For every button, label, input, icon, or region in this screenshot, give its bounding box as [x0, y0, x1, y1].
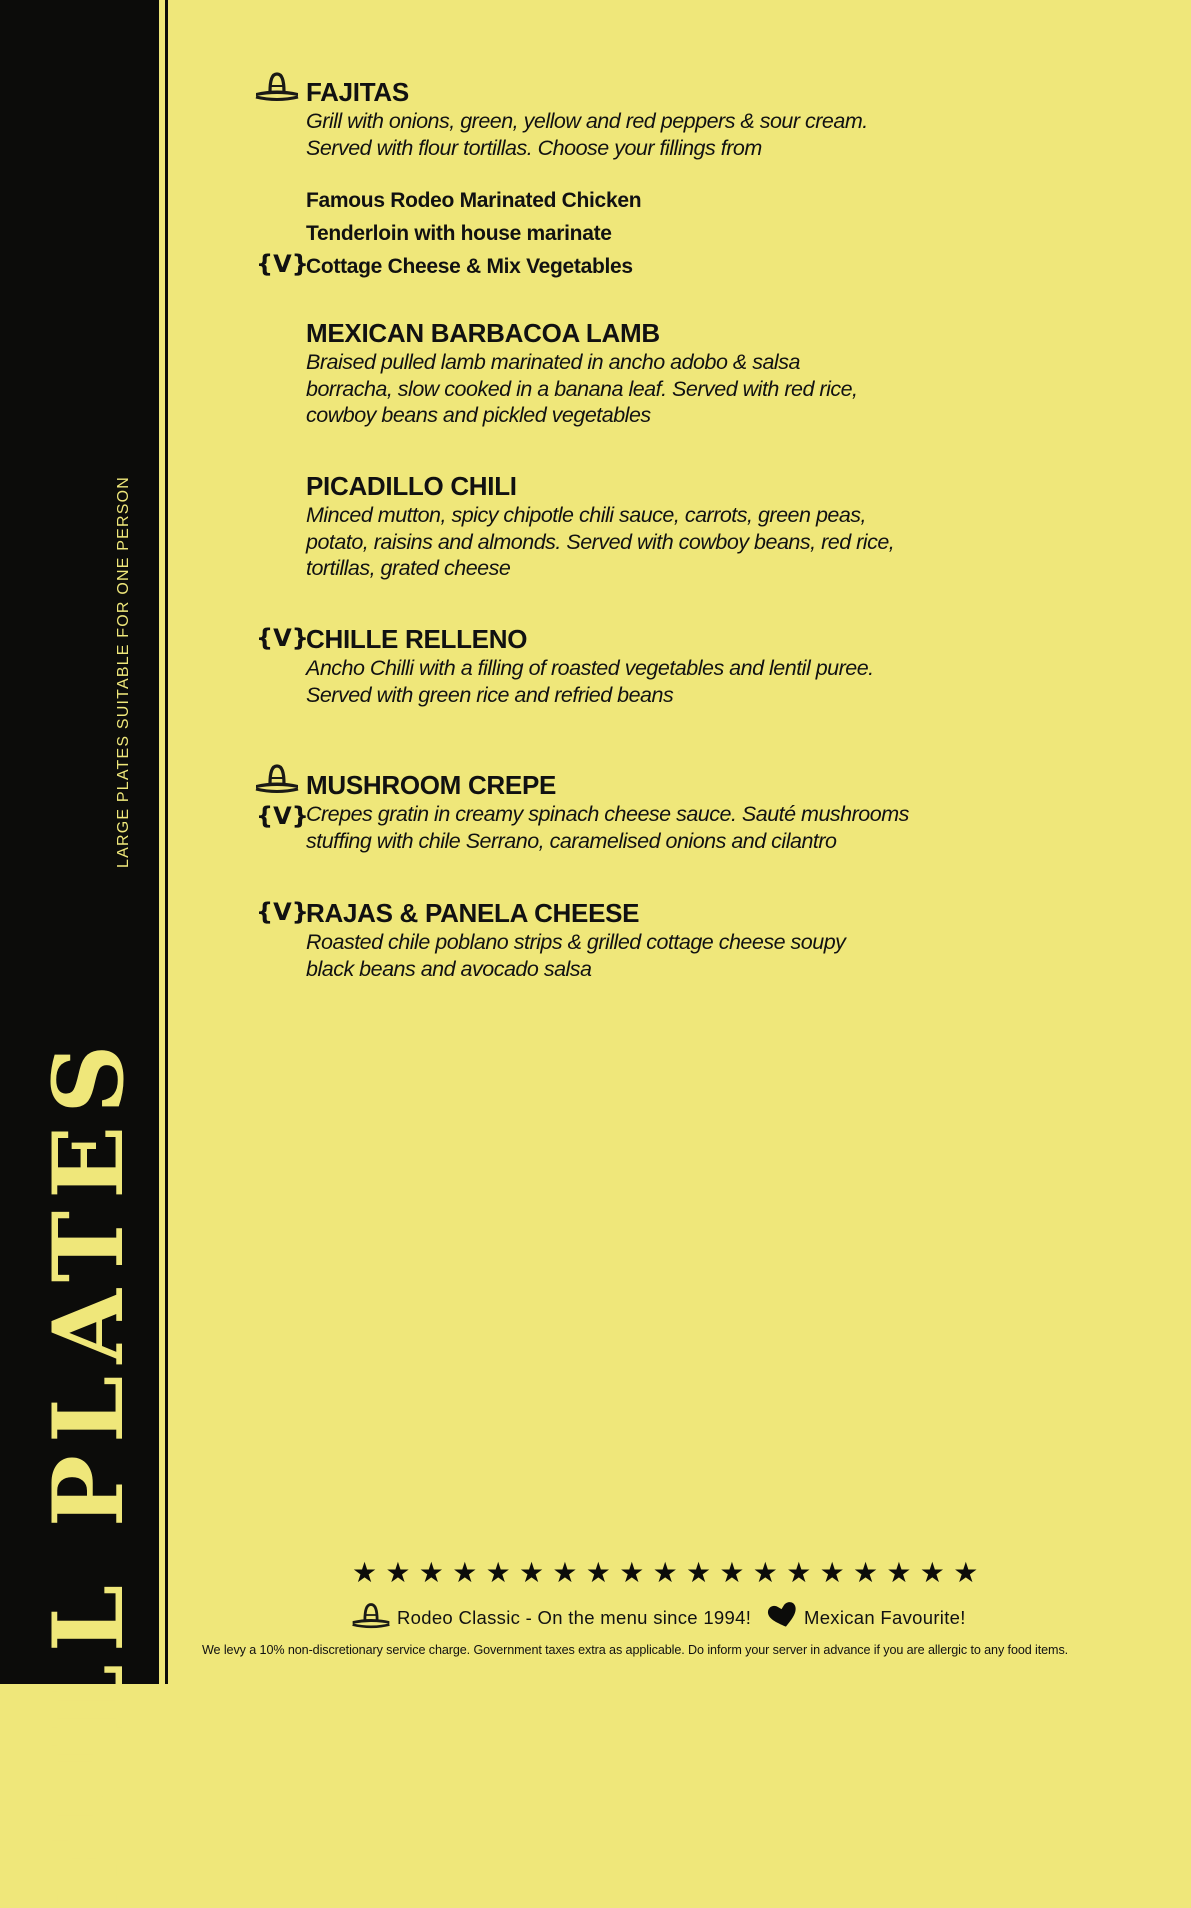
filling-option: Famous Rodeo Marinated Chicken: [306, 189, 642, 212]
star-icon: ★: [919, 1557, 945, 1588]
star-icon: ★: [452, 1557, 478, 1588]
heart-icon: [766, 1601, 800, 1629]
filling-option: Cottage Cheese & Mix Vegetables: [306, 255, 633, 278]
vegetarian-marker: {V}: [256, 898, 309, 926]
star-icon: ★: [418, 1557, 444, 1588]
item-name: MEXICAN BARBACOA LAMB: [306, 318, 660, 348]
item-name: MUSHROOM CREPE: [306, 770, 557, 800]
item-description-line: borracha, slow cooked in a banana leaf. Served with red rice,: [306, 376, 858, 401]
item-description-line: black beans and avocado salsa: [306, 956, 592, 981]
item-description-line: Served with green rice and refried beans: [306, 682, 674, 707]
item-description-line: cowboy beans and pickled vegetables: [306, 403, 651, 427]
star-divider: [352, 1556, 980, 1590]
menu-item-chille-relleno: [306, 623, 946, 708]
star-icon: ★: [585, 1557, 611, 1588]
item-description-line: Served with flour tortillas. Choose your fillings from: [306, 135, 762, 160]
star-icon: ★: [652, 1557, 678, 1588]
star-icon: ★: [786, 1557, 812, 1588]
menu-item-picadillo-chili: [306, 470, 946, 582]
star-icon: ★: [619, 1557, 645, 1588]
item-description-line: Grill with onions, green, yellow and red peppers & sour cream.: [306, 109, 868, 133]
item-description: [306, 929, 946, 982]
item-description-line: stuffing with chile Serrano, caramelised onions and cilantro: [306, 828, 837, 853]
classic-legend: Rodeo Classic - On the menu since 1994!: [397, 1607, 752, 1628]
item-description-line: Roasted chile poblano strips & grilled cottage cheese soupy: [306, 930, 846, 954]
item-description: [306, 655, 946, 708]
item-description: [306, 801, 946, 854]
menu-item-barbacoa-lamb: [306, 317, 946, 429]
sidebar-rule: [165, 0, 168, 1684]
item-description-line: potato, raisins and almonds. Served with cowboy beans, red rice,: [306, 529, 895, 554]
menu-item-fajitas: [306, 76, 946, 161]
item-description-line: Ancho Chilli with a filling of roasted vegetables and lentil puree.: [306, 656, 874, 680]
star-icon: ★: [485, 1557, 511, 1588]
service-charge-note: We levy a 10% non-discretionary service charge. Government taxes extra as applicable. Do inform your server in advance if you are allergic to any food items.: [202, 1643, 1069, 1657]
star-icon: ★: [886, 1557, 912, 1588]
item-description-line: Braised pulled lamb marinated in ancho adobo & salsa: [306, 350, 800, 374]
vegetarian-marker: {V}: [256, 802, 309, 830]
star-icon: ★: [519, 1557, 545, 1588]
star-icon: ★: [385, 1557, 411, 1588]
star-icon: ★: [552, 1557, 578, 1588]
item-description-line: Minced mutton, spicy chipotle chili sauce, carrots, green peas,: [306, 503, 867, 527]
menu-item-rajas-panela: [306, 897, 946, 982]
star-icon: ★: [953, 1557, 979, 1588]
star-icon: ★: [819, 1557, 845, 1588]
item-description: [306, 502, 946, 582]
item-name: FAJITAS: [306, 77, 409, 107]
star-icon: ★: [853, 1557, 879, 1588]
item-description: [306, 349, 946, 429]
menu-item-mushroom-crepe: [306, 769, 946, 854]
filling-option: Tenderloin with house marinate: [306, 222, 612, 245]
item-description-line: tortillas, grated cheese: [306, 556, 511, 580]
star-icon: ★: [352, 1557, 378, 1588]
vegetarian-marker: {V}: [256, 624, 309, 652]
sombrero-icon: [253, 762, 301, 794]
vegetarian-marker: {V}: [256, 250, 309, 278]
page-title: FULL PLATES: [32, 1032, 145, 1908]
item-description: [306, 108, 946, 161]
star-icon: ★: [752, 1557, 778, 1588]
item-name: CHILLE RELLENO: [306, 624, 528, 654]
favourite-legend: Mexican Favourite!: [804, 1607, 966, 1628]
sombrero-icon: [350, 1601, 392, 1629]
item-description-line: Crepes gratin in creamy spinach cheese sauce. Sauté mushrooms: [306, 802, 909, 826]
item-name: PICADILLO CHILI: [306, 471, 517, 501]
star-icon: ★: [719, 1557, 745, 1588]
star-icon: ★: [686, 1557, 712, 1588]
page-subtitle: LARGE PLATES SUITABLE FOR ONE PERSON: [115, 475, 132, 869]
sombrero-icon: [253, 70, 301, 102]
item-name: RAJAS & PANELA CHEESE: [306, 898, 640, 928]
